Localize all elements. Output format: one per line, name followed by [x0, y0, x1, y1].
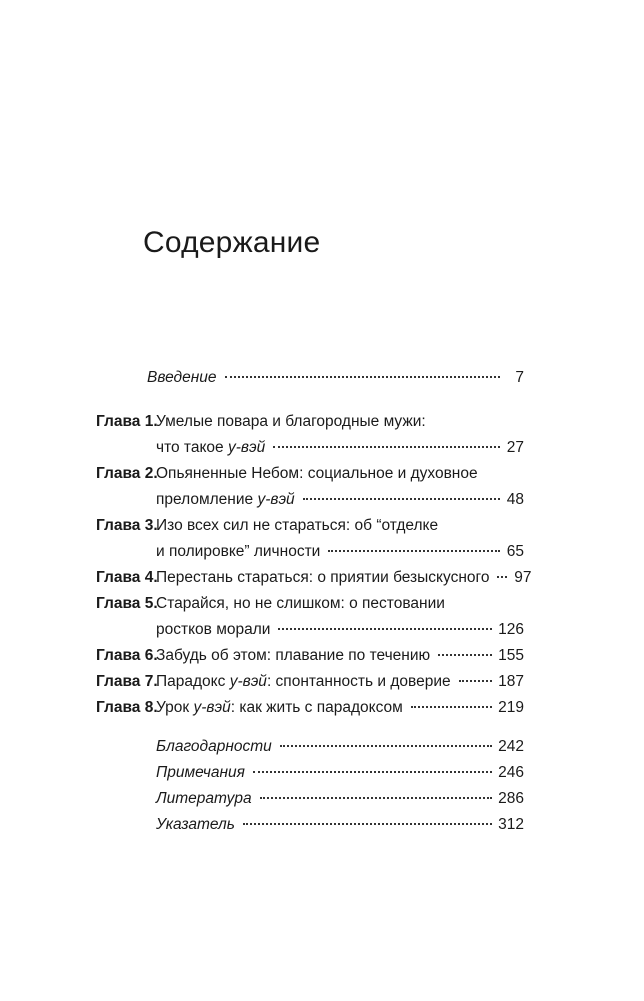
dot-leader — [280, 745, 492, 747]
toc-entry-acknowledgements[interactable] — [156, 735, 524, 759]
toc-entry-label: Благодарности — [156, 738, 272, 755]
chapter-label: Глава 3. — [96, 517, 158, 534]
toc-entry-notes[interactable] — [156, 761, 524, 785]
toc-entry-chapter-4[interactable] — [0, 566, 644, 590]
chapter-label: Глава 1. — [96, 413, 158, 430]
toc-page-number: 246 — [498, 764, 524, 781]
toc-entry-chapter-8[interactable] — [0, 696, 644, 720]
toc-entry-chapter-1[interactable] — [0, 410, 644, 456]
toc-entry-label: Введение — [147, 369, 217, 386]
chapter-label: Глава 4. — [96, 569, 158, 586]
chapter-title-line: Изо всех сил не стараться: об “отделке — [156, 517, 439, 534]
dot-leader — [328, 550, 500, 552]
toc-page-number: 48 — [506, 491, 524, 508]
toc-entry-introduction[interactable] — [147, 366, 524, 390]
chapter-label: Глава 7. — [96, 673, 158, 690]
dot-leader — [260, 797, 493, 799]
chapter-title-line: Умелые повара и благородные мужи: — [156, 413, 426, 430]
toc-page-number: 187 — [498, 673, 524, 690]
toc-page-number: 155 — [498, 647, 524, 664]
toc-page-number: 27 — [506, 439, 524, 456]
toc-page-number: 126 — [498, 621, 524, 638]
dot-leader — [411, 706, 492, 708]
toc-entry-chapter-5[interactable] — [0, 592, 644, 638]
toc-page-number: 219 — [498, 699, 524, 716]
chapter-title-line: Парадокс у-вэй: спонтанность и доверие — [156, 673, 451, 690]
toc-page-number: 7 — [515, 369, 524, 386]
page-title: Содержание — [143, 226, 321, 259]
dot-leader — [278, 628, 492, 630]
toc-page-number: 242 — [498, 738, 524, 755]
toc-entry-label: Указатель — [156, 816, 235, 833]
toc-entry-chapter-2[interactable] — [0, 462, 644, 508]
chapter-title-line: Урок у-вэй: как жить с парадоксом — [156, 699, 403, 716]
chapter-title-line: преломление у-вэй — [156, 491, 295, 508]
chapter-title-line: Перестань стараться: о приятии безыскусного — [156, 569, 490, 586]
chapter-label: Глава 5. — [96, 595, 158, 612]
toc-page-number: 286 — [498, 790, 524, 807]
dot-leader — [303, 498, 500, 500]
toc-entry-bibliography[interactable] — [156, 787, 524, 811]
toc-page-number: 65 — [506, 543, 524, 560]
dot-leader — [497, 576, 507, 578]
toc-page-number: 97 — [514, 569, 532, 586]
toc-page-number: 312 — [498, 816, 524, 833]
chapter-title-line: и полировке” личности — [156, 543, 321, 560]
chapter-label: Глава 2. — [96, 465, 158, 482]
dot-leader — [459, 680, 493, 682]
dot-leader — [273, 446, 500, 448]
toc-entry-chapter-6[interactable] — [0, 644, 644, 668]
toc-entry-chapter-3[interactable] — [0, 514, 644, 560]
chapter-title-line: Старайся, но не слишком: о пестовании — [156, 595, 445, 612]
dot-leader — [438, 654, 492, 656]
chapter-title-line: что такое у-вэй — [156, 439, 266, 456]
dot-leader — [225, 376, 501, 378]
toc-entry-chapter-7[interactable] — [0, 670, 644, 694]
dot-leader — [243, 823, 492, 825]
chapter-label: Глава 8. — [96, 699, 158, 716]
chapter-label: Глава 6. — [96, 647, 158, 664]
chapter-title-line: Забудь об этом: плавание по течению — [156, 647, 431, 664]
chapter-title-line: ростков морали — [156, 621, 271, 638]
toc-entry-label: Литература — [156, 790, 252, 807]
dot-leader — [253, 771, 492, 773]
toc-entry-label: Примечания — [156, 764, 245, 781]
chapter-title-line: Опьяненные Небом: социальное и духовное — [156, 465, 478, 482]
toc-entry-index[interactable] — [156, 813, 524, 837]
